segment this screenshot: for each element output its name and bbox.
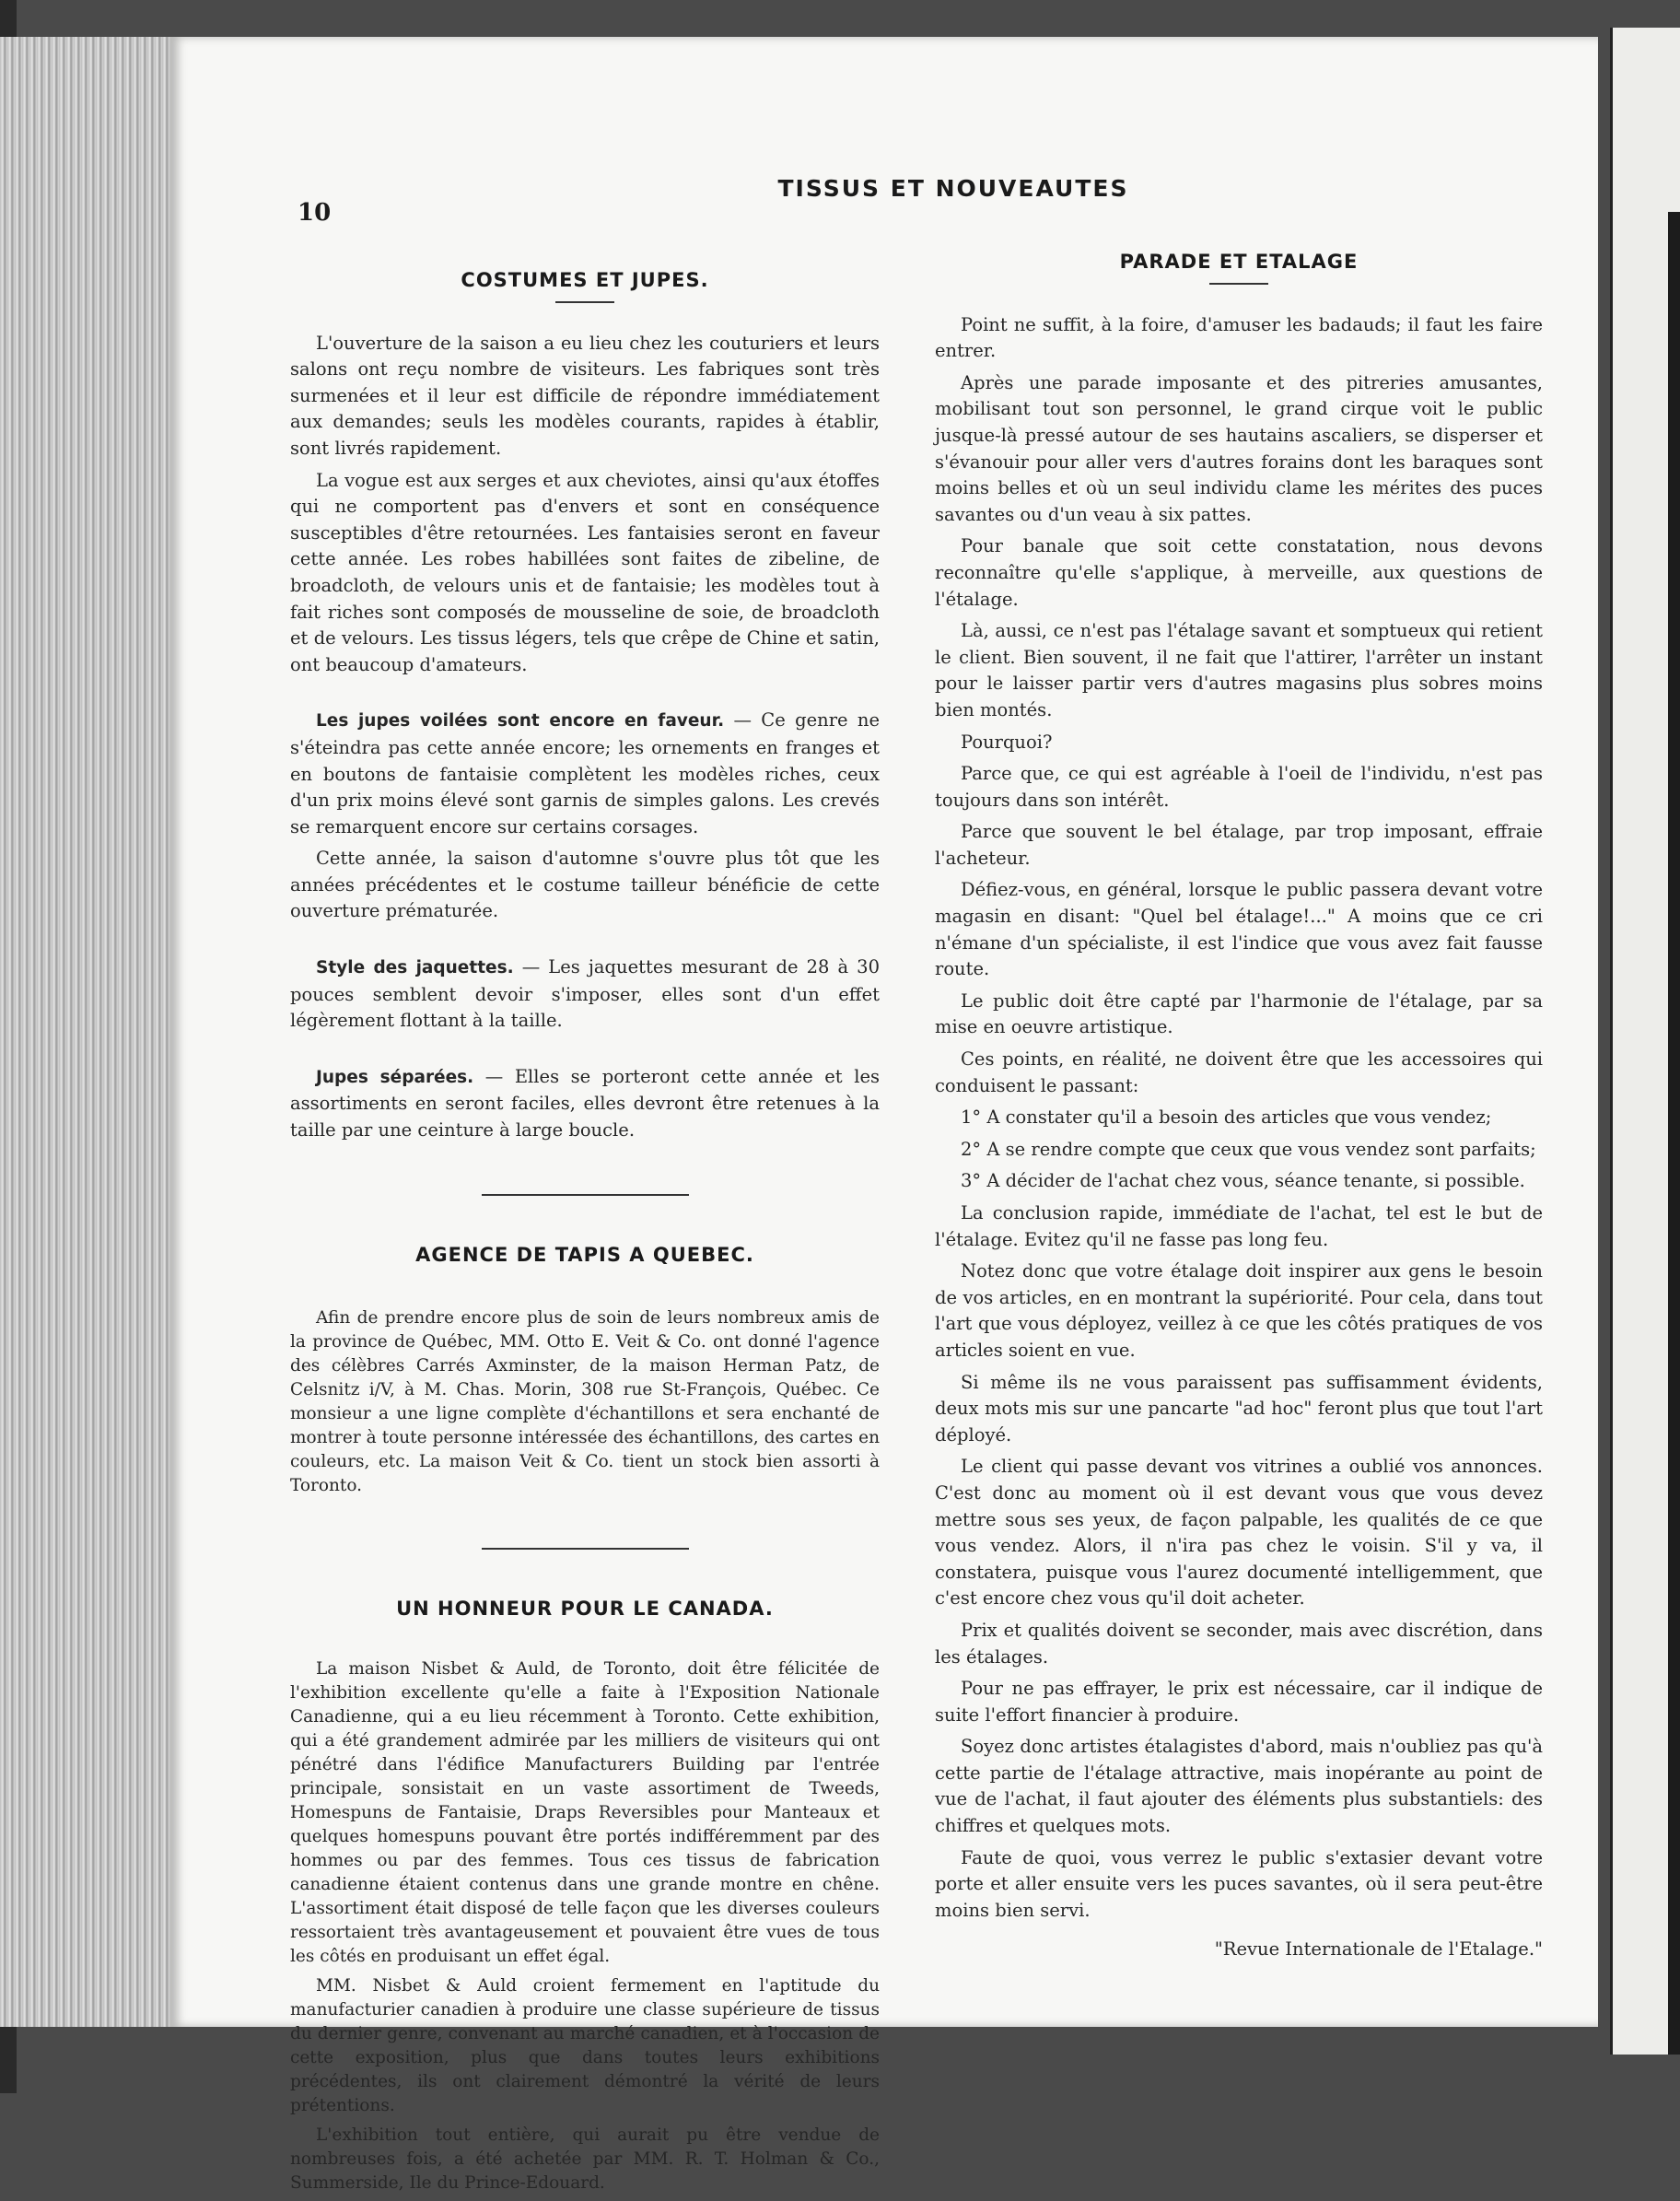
parade-paragraph: Ces points, en réalité, ne doivent être que les accessoires qui conduisent le passant: [935,1048,1543,1096]
parade-paragraph: Si même ils ne vous paraissent pas suffisamment évidents, deux mots mis sur une pancarte "ad hoc" feront plus que tout l'art déployé. [935,1371,1543,1446]
adjacent-page-edge [1610,28,1680,2055]
jupes-voilees-lead: Les jupes voilées sont encore en faveur. [316,711,725,732]
parade-paragraph: Soyez donc artistes étalagistes d'abord, mais n'oubliez pas qu'à cette partie de l'étalage attractive, mais inopérante au point de vue de l'achat, il faut ajouter des éléments plus substantiels: des chiffres et quelques mots. [935,1736,1543,1837]
parade-paragraph: La conclusion rapide, immédiate de l'achat, tel est le but de l'étalage. Evitez qu'il ne fasse pas long feu. [935,1202,1543,1250]
jaquettes-lead: Style des jaquettes. [316,958,514,978]
parade-title: PARADE ET ETALAGE [1119,251,1359,273]
jupes-separees-text: — Elles se porteront cette année et les assortiments en seront faciles, elles devront être retenues à la taille par une ceinture à large boucle. [290,1065,880,1141]
tapis-paragraph: Afin de prendre encore plus de soin de leurs nombreux amis de la province de Québec, MM. Otto E. Veit & Co. ont donné l'agence des célèbres Carrés Axminster, de la maison Herman Patz, de Celsnitz i/V, à M. Chas. Morin, 308 rue St-François, Québec. Ce monsieur a une ligne complète d'échantillons et sera enchanté de montrer à toute personne intéressée des échantillons, des cartes en couleurs, etc. La maison Veit & Co. tient un stock bien assorti à Toronto. [290,1308,880,1496]
jupes-separees-paragraph [290,1064,880,1144]
parade-paragraph: Notez donc que votre étalage doit inspirer aux gens le besoin de vos articles, en en montrant la supériorité. Pour cela, dans tout l'art que vous déployez, veillez à ce que les côtés pratiques de vos articles soient en vue. [935,1260,1543,1361]
jupes-separees-lead: Jupes séparées. [316,1067,474,1087]
tapis-title: AGENCE DE TAPIS A QUEBEC. [415,1243,754,1266]
source-attribution: "Revue Internationale de l'Etalage." [1214,1938,1543,1961]
parade-paragraph: Point ne suffit, à la foire, d'amuser les badauds; il faut les faire entrer. [935,313,1543,362]
running-title: TISSUS ET NOUVEAUTES [777,175,1129,202]
honneur-paragraph: La maison Nisbet & Auld, de Toronto, doit être félicitée de l'exhibition excellente qu'elle a faite à l'Exposition Nationale Canadienne, qui a eu lieu récemment à Toronto. Cette exhibition, qui a été grandement admirée par les milliers de visiteurs qui ont pénétré dans l'édifice Manufacturers Building par l'entrée principale, sonsistait en un vaste assortiment de Tweeds, Homespuns de Fantaisie, Draps Reversibles pour Manteaux et quelques homespuns pouvant être portés indifféremment par des hommes ou par des femmes. Tous ces tissus de fabrication canadienne étaient contenus dans une grande montre en chêne. L'assortiment était disposé de telle façon que les diverses couleurs ressortaient très avantageusement et pouvaient être vues de tous les côtés en produisant un effet égal. [290,1658,880,1966]
right-column [935,249,1543,1969]
parade-paragraph: Le client qui passe devant vos vitrines a oublié vos annonces. C'est donc au moment où il est devant vous que vous devez mettre sous ses yeux, de façon palpable, les qualités de ce que vous vendez. Alors, il n'ira pas chez le voisin. S'il y va, il constatera, puisque vous l'aurez documenté intelligemment, que c'est encore chez vous qu'il doit acheter. [935,1456,1543,1610]
jaquettes-paragraph [290,954,880,1035]
automne-paragraph: Cette année, la saison d'automne s'ouvre plus tôt que les années précédentes et le costume tailleur bénéficie de cette ouverture prématurée. [290,848,880,922]
parade-list-item: 2° A se rendre compte que ceux que vous vendez sont parfaits; [961,1138,1536,1160]
honneur-title: UN HONNEUR POUR LE CANADA. [396,1598,774,1621]
costumes-paragraph: La vogue est aux serges et aux cheviotes, ainsi qu'aux étoffes qui ne comportent pas d'envers et sont en conséquence susceptibles d'être retournées. Les fantaisies seront en faveur cette année. Les robes habillées sont faites de zibeline, de broadcloth, de velours unis et de fantaisie; les modèles tout à fait riches sont composés de mousseline de soie, de broadcloth et de velours. Les tissus légers, tels que crêpe de Chine et satin, ont beaucoup d'amateurs. [290,469,880,675]
left-column [290,267,880,2201]
parade-paragraph: Le public doit être capté par l'harmonie de l'étalage, par sa mise en oeuvre artistique. [935,989,1543,1038]
parade-paragraph: Parce que souvent le bel étalage, par trop imposant, effraie l'acheteur. [935,821,1543,869]
costumes-paragraph: L'ouverture de la saison a eu lieu chez les couturiers et leurs salons ont reçu nombre de visiteurs. Les fabriques sont très surmenées et il leur est difficile de répondre immédiatement aux demandes; seuls les modèles courants, rapides à établir, sont livrés rapidement. [290,332,880,459]
jupes-voilees-paragraph [290,708,880,840]
parade-paragraph: Faute de quoi, vous verrez le public s'extasier devant votre porte et aller ensuite vers les puces savantes, où il sera peut-être moins bien servi. [935,1846,1543,1921]
parade-paragraph: Parce que, ce qui est agréable à l'oeil de l'individu, n'est pas toujours dans son intérêt. [935,763,1543,811]
page-number: 10 [298,199,332,227]
parade-list-item: 1° A constater qu'il a besoin des articles que vous vendez; [961,1106,1492,1129]
parade-paragraph: Là, aussi, ce n'est pas l'étalage savant et somptueux qui retient le client. Bien souvent, il ne fait que l'attirer, l'arrêter un instant pour le laisser partir vers d'autres magasins plus sobres moins bien montés. [935,620,1543,720]
book-page-edges [0,37,170,2027]
parade-paragraph: Pour ne pas effrayer, le prix est nécessaire, car il indique de suite l'effort financier à produire. [935,1678,1543,1726]
parade-paragraph: Prix et qualités doivent se seconder, mais avec discrétion, dans les étalages. [935,1619,1543,1668]
section-separator [482,1548,689,1550]
parade-paragraph: Pourquoi? [961,731,1053,753]
parade-paragraph: Défiez-vous, en général, lorsque le public passera devant votre magasin en disant: "Quel bel étalage!..." A moins que ce cri n'émane d'un spécialiste, il est l'indice que vous avez fait fausse route. [935,879,1543,980]
honneur-paragraph: MM. Nisbet & Auld croient fermement en l'aptitude du manufacturier canadien à produire une classe supérieure de tissus du dernier genre, convenant au marché canadien, et à l'occasion de cette exposition, plus que dans toutes leurs exhibitions précédentes, ils ont clairement démontré la vérité de leurs prétentions. [290,1975,880,2115]
honneur-paragraph: L'exhibition tout entière, qui aurait pu être vendue de nombreuses fois, a été achetée par MM. R. T. Holman & Co., Summerside, Ile du Prince-Edouard. [290,2125,880,2193]
title-rule [1209,283,1268,285]
jupes-voilees-text: — Ce genre ne s'éteindra pas cette année encore; les ornements en franges et en boutons de fantaisie complètent les modèles riches, ceux d'un prix moins élevé sont garnis de simples galons. Les crevés se remarquent encore sur certains corsages. [290,709,881,837]
parade-paragraph: Après une parade imposante et des pitreries amusantes, mobilisant tout son personnel, le grand cirque voit le public jusque-là pressé autour de ses hautains ascaliers, se disperser et s'évanouir pour aller vers d'autres forains dont les baraques sont moins belles et où un seul individu clame les mérites des puces savantes ou d'un veau à six pattes. [935,371,1543,525]
parade-list-item: 3° A décider de l'achat chez vous, séance tenante, si possible. [961,1170,1525,1192]
section-separator [482,1194,689,1196]
jaquettes-text: — Les jaquettes mesurant de 28 à 30 pouces semblent devoir s'imposer, elles sont d'un effet légèrement flottant à la taille. [290,956,880,1032]
title-rule [555,301,614,303]
parade-paragraph: Pour banale que soit cette constatation, nous devons reconnaître qu'elle s'applique, à merveille, aux questions de l'étalage. [935,535,1543,610]
scanned-page [170,37,1598,2193]
costumes-title: COSTUMES ET JUPES. [461,269,709,291]
